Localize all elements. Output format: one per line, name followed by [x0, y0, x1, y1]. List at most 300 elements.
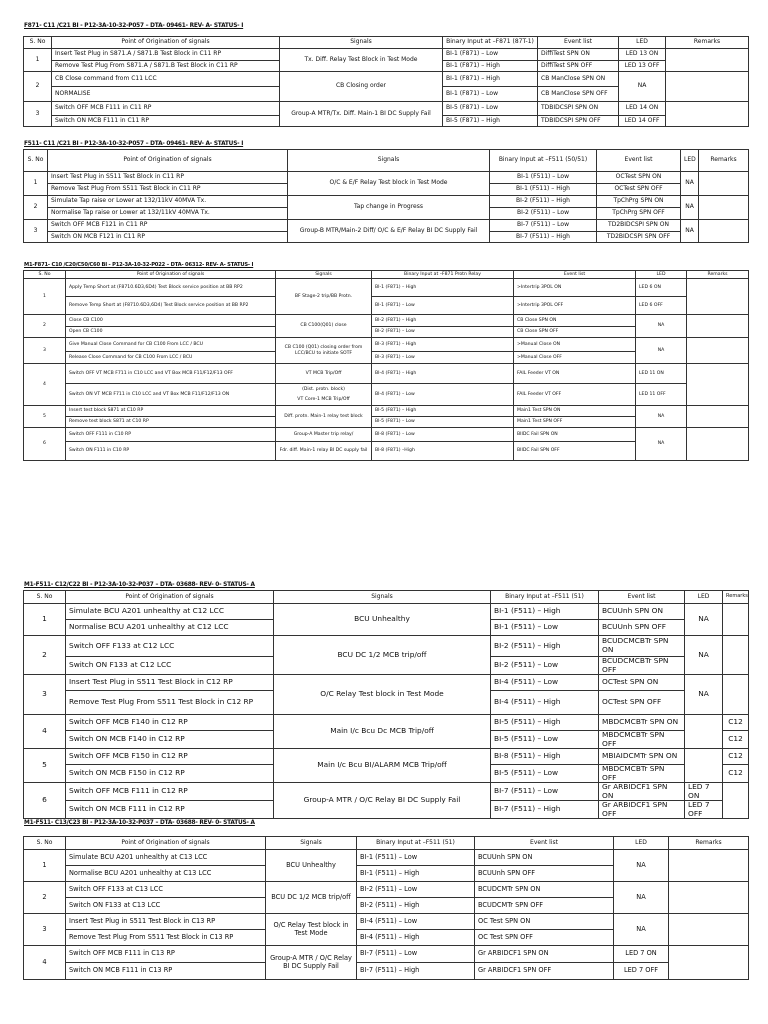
binary-input-cell: BI-1 (F871) – High: [443, 72, 538, 87]
col-header: S. No: [24, 837, 66, 850]
binary-input-cell: BI-5 (F511) – Low: [491, 731, 599, 749]
origin-cell: Remove test block S871 at C10 RP: [66, 417, 276, 428]
event-cell: TDBIDCSPI SPN ON: [538, 102, 619, 116]
event-cell: TD2BIDCSPI SPN ON: [597, 220, 681, 232]
led-cell: NA: [636, 428, 687, 461]
event-cell: OCTest SPN ON: [597, 172, 681, 184]
table-row: [24, 49, 749, 61]
led-cell: LED 14 OFF: [619, 116, 666, 127]
table-header-row: [24, 591, 749, 604]
table-row: [24, 315, 749, 327]
event-cell: Gr ARBIDCF1 SPN ON: [599, 783, 685, 801]
signal-cell: BCU Unhealthy: [266, 850, 357, 882]
serial-number: 5: [24, 406, 66, 428]
table-row: [24, 102, 749, 116]
binary-input-cell: BI-2 (F511) – High: [491, 636, 599, 657]
led-cell: NA: [685, 675, 723, 715]
remarks-cell: [669, 882, 749, 914]
origin-cell: Switch OFF MCB F111 in C11 RP: [52, 102, 280, 116]
binary-input-cell: BI-2 (F871) – Low: [372, 327, 514, 338]
binary-input-cell: BI-1 (F511) – High: [491, 604, 599, 620]
binary-input-cell: BI-2 (F511) – Low: [491, 657, 599, 675]
remarks-cell: [666, 72, 749, 102]
col-header: S. No: [24, 150, 48, 172]
signal-cell: CB C100 (Q01) closing order from LCC/BCU to initiate SOTF: [276, 338, 372, 364]
serial-number: 3: [24, 102, 52, 127]
event-cell: BCUUnh SPN ON: [599, 604, 685, 620]
col-header: Binary Input at –F871 (87T-1): [443, 37, 538, 49]
event-cell: Gr ARBIDCF1 SPN OFF: [599, 801, 685, 819]
col-header: Point of Origination of signals: [52, 37, 280, 49]
event-cell: BIIDC Fail SPN ON: [514, 428, 636, 442]
binary-input-cell: BI-2 (F511) – Low: [357, 882, 475, 898]
col-header: LED: [681, 150, 699, 172]
table-row: [24, 946, 749, 963]
binary-input-cell: BI-4 (F511) – Low: [491, 675, 599, 691]
signal-cell: Fdr. diff. Main-1 relay BI DC supply fail: [276, 442, 372, 461]
table-row: [24, 675, 749, 691]
signal-cell: BF Stage-2 trip/BB Protn.: [276, 279, 372, 315]
origin-cell: Simulate BCU A201 unhealthy at C13 LCC: [66, 850, 266, 866]
led-cell: LED 13 ON: [619, 49, 666, 61]
binary-input-cell: BI-1 (F871) – High: [372, 279, 514, 297]
remarks-cell: [687, 315, 749, 338]
signal-line: (Dist. protn. block): [302, 387, 345, 393]
signal-cell: Tx. Diff. Relay Test Block in Test Mode: [280, 49, 443, 72]
section-title: M1-F511- C12/C22 BI - P12-3A-10-32-P037 – DTA- 03688- REV- 0- STATUS- A: [24, 582, 255, 588]
led-cell: NA: [636, 406, 687, 428]
origin-cell: Apply Temp Short at (F8710.6D3,6D4) Test Block service position at BB RP2: [66, 279, 276, 297]
event-cell: BCUDCMTr SPN ON: [475, 882, 614, 898]
serial-number: 3: [24, 338, 66, 364]
table-row: [24, 406, 749, 417]
signal-cell: Main I/c Bcu BI/ALARM MCB Trip/off: [274, 749, 491, 783]
col-header: Event list: [514, 271, 636, 279]
event-cell: MBDCMCBTr SPN OFF: [599, 731, 685, 749]
led-cell: [685, 715, 723, 749]
table-row: [24, 963, 749, 980]
col-header: LED: [619, 37, 666, 49]
col-header: Signals: [266, 837, 357, 850]
event-cell: FAIL Feeder VT OFF: [514, 384, 636, 406]
test-table: [23, 149, 748, 243]
led-cell: LED 7 ON: [614, 946, 669, 963]
binary-input-cell: BI-7 (F511) – Low: [490, 220, 597, 232]
led-cell: NA: [614, 914, 669, 946]
serial-number: 2: [24, 882, 66, 914]
remarks-cell: [699, 172, 749, 196]
remarks-cell: [723, 604, 749, 636]
event-cell: MBDCMCBTr SPN OFF: [599, 765, 685, 783]
serial-number: 1: [24, 279, 66, 315]
led-cell: [685, 749, 723, 783]
event-cell: Main1 Test SPN OFF: [514, 417, 636, 428]
remarks-cell: [666, 49, 749, 72]
event-cell: OCTest SPN OFF: [599, 691, 685, 715]
binary-input-cell: BI-4 (F511) – High: [491, 691, 599, 715]
serial-number: 2: [24, 636, 66, 675]
serial-number: 3: [24, 675, 66, 715]
binary-input-cell: BI-7 (F511) – High: [490, 232, 597, 243]
binary-input-cell: BI-8 (F871) –High: [372, 442, 514, 461]
led-cell: NA: [681, 172, 699, 196]
origin-cell: Switch OFF VT MCB F711 in C10 LCC and VT Box MCB F11/F12/F13 OFF: [66, 364, 276, 384]
serial-number: 4: [24, 364, 66, 406]
origin-cell: Close CB C100: [66, 315, 276, 327]
col-header: Remarks: [669, 837, 749, 850]
led-cell: NA: [636, 315, 687, 338]
remarks-cell: C12: [723, 749, 749, 765]
event-cell: BCUDCMCBTr SPN ON: [599, 636, 685, 657]
col-header: Point of Origination of signals: [48, 150, 288, 172]
led-cell: NA: [685, 604, 723, 636]
col-header: Point of Origination of signals: [66, 271, 276, 279]
signal-cell: CB Closing order: [280, 72, 443, 102]
remarks-cell: [669, 914, 749, 946]
test-table: [23, 836, 748, 980]
col-header: S. No: [24, 37, 52, 49]
event-cell: TD2BIDCSPI SPN OFF: [597, 232, 681, 243]
led-cell: LED 7 OFF: [685, 801, 723, 819]
col-header: Event list: [538, 37, 619, 49]
binary-input-cell: BI-3 (F871) – Low: [372, 352, 514, 364]
origin-cell: Insert Test Plug in S511 Test Block in C12 RP: [66, 675, 274, 691]
col-header: Binary Input at –F511 (50/51): [490, 150, 597, 172]
event-cell: DiffiTest SPN OFF: [538, 61, 619, 72]
binary-input-cell: BI-5 (F511) – Low: [491, 765, 599, 783]
binary-input-cell: BI-2 (F511) – High: [357, 898, 475, 914]
origin-cell: Insert Test Plug in S511 Test Block in C13 RP: [66, 914, 266, 930]
serial-number: 1: [24, 49, 52, 72]
signal-cell: O/C Relay Test block in Test Mode: [274, 675, 491, 715]
event-cell: BCUUnh SPN OFF: [599, 620, 685, 636]
remarks-cell: [687, 406, 749, 428]
binary-input-cell: BI-1 (F871) – Low: [443, 49, 538, 61]
event-cell: Main1 Test SPN ON: [514, 406, 636, 417]
origin-cell: Switch ON VT MCB F711 in C10 LCC and VT Box MCB F11/F12/F13 ON: [66, 384, 276, 406]
col-header: Signals: [274, 591, 491, 604]
table-row: [24, 850, 749, 866]
led-cell: LED 11 ON: [636, 364, 687, 384]
binary-input-cell: BI-1 (F511) – Low: [491, 620, 599, 636]
signal-cell: Group-A MTR / O/C Relay BI DC Supply Fail: [274, 783, 491, 819]
event-cell: BCUUnh SPN ON: [475, 850, 614, 866]
col-header: LED: [614, 837, 669, 850]
test-table: [23, 270, 748, 461]
remarks-cell: [666, 102, 749, 127]
origin-cell: Remove Test Plug From S871.A / S871.B Test Block in C11 RP: [52, 61, 280, 72]
origin-cell: Switch ON MCB F150 in C12 RP: [66, 765, 274, 783]
signal-cell: Tap change in Progress: [288, 196, 490, 220]
serial-number: 3: [24, 220, 48, 243]
origin-cell: Simulate Tap raise or Lower at 132/11kV 40MVA Tx.: [48, 196, 288, 208]
origin-cell: Switch ON F111 in C10 RP: [66, 442, 276, 461]
led-cell: LED 11 OFF: [636, 384, 687, 406]
event-cell: CB Close SPN ON: [514, 315, 636, 327]
serial-number: 1: [24, 604, 66, 636]
led-cell: LED 6 OFF: [636, 297, 687, 315]
origin-cell: Remove Test Plug From S511 Test Block in C11 RP: [48, 184, 288, 196]
origin-cell: Remove Test Plug From S511 Test Block in C12 RP: [66, 691, 274, 715]
led-cell: NA: [619, 72, 666, 102]
origin-cell: Switch ON MCB F111 in C11 RP: [52, 116, 280, 127]
origin-cell: Normalise BCU A201 unhealthy at C13 LCC: [66, 866, 266, 882]
remarks-cell: C12: [723, 715, 749, 731]
binary-input-cell: BI-1 (F511) – High: [357, 866, 475, 882]
origin-cell: NORMALISE: [52, 87, 280, 102]
table-header-row: [24, 271, 749, 279]
serial-number: 2: [24, 72, 52, 102]
event-cell: CB ManClose SPN ON: [538, 72, 619, 87]
col-header: Event list: [599, 591, 685, 604]
section-title: F511- C11 /C21 BI - P12-3A-10-32-P057 – DTA- 09461- REV- A- STATUS- I: [24, 141, 244, 147]
col-header: Signals: [276, 271, 372, 279]
col-header: S. No: [24, 271, 66, 279]
binary-input-cell: BI-5 (F511) – High: [491, 715, 599, 731]
table-row: [24, 196, 749, 208]
led-cell: LED 14 ON: [619, 102, 666, 116]
binary-input-cell: BI-1 (F511) – High: [490, 184, 597, 196]
signal-line: VT Core-1 MCB Trip/Off: [297, 396, 350, 402]
event-cell: DiffiTest SPN ON: [538, 49, 619, 61]
binary-input-cell: BI-4 (F511) – Low: [357, 914, 475, 930]
signal-cell: Group-A MTR / O/C Relay BI DC Supply Fail: [266, 946, 357, 980]
table-row: [24, 749, 749, 765]
led-cell: NA: [614, 850, 669, 882]
remarks-cell: [699, 196, 749, 220]
event-cell: OC Test SPN ON: [475, 914, 614, 930]
binary-input-cell: BI-2 (F511) – High: [490, 196, 597, 208]
origin-cell: Switch OFF MCB F111 in C12 RP: [66, 783, 274, 801]
col-header: Event list: [475, 837, 614, 850]
serial-number: 2: [24, 196, 48, 220]
serial-number: 1: [24, 850, 66, 882]
led-cell: LED 6 ON: [636, 279, 687, 297]
col-header: Remarks: [687, 271, 749, 279]
table-row: [24, 72, 749, 87]
table-header-row: [24, 837, 749, 850]
binary-input-cell: BI-5 (F871) – High: [372, 406, 514, 417]
serial-number: 3: [24, 914, 66, 946]
signal-cell: Group-A MTR/Tx. Diff. Main-1 BI DC Supply Fail: [280, 102, 443, 127]
table-row: [24, 604, 749, 620]
event-cell: TDBIDCSPI SPN OFF: [538, 116, 619, 127]
signal-cell: Diff. protn. Main-1 relay test block: [276, 406, 372, 428]
table-row: [24, 384, 749, 406]
origin-cell: Switch OFF MCB F150 in C12 RP: [66, 749, 274, 765]
binary-input-cell: BI-2 (F871) – High: [372, 315, 514, 327]
serial-number: 6: [24, 428, 66, 461]
binary-input-cell: BI-7 (F511) – High: [491, 801, 599, 819]
table-row: [24, 882, 749, 898]
binary-input-cell: BI-1 (F871) – Low: [443, 87, 538, 102]
origin-cell: Normalise BCU A201 unhealthy at C12 LCC: [66, 620, 274, 636]
remarks-cell: [669, 850, 749, 882]
led-cell: LED 7 OFF: [614, 963, 669, 980]
col-header: Binary Input at –F511 (51): [357, 837, 475, 850]
origin-cell: Switch OFF MCB F121 in C11 RP: [48, 220, 288, 232]
signal-cell: O/C & E/F Relay Test block in Test Mode: [288, 172, 490, 196]
remarks-cell: [723, 636, 749, 675]
led-cell: NA: [614, 882, 669, 914]
led-cell: NA: [685, 636, 723, 675]
event-cell: OCTest SPN ON: [599, 675, 685, 691]
binary-input-cell: BI-7 (F511) – Low: [491, 783, 599, 801]
table-row: [24, 279, 749, 297]
table-row: [24, 297, 749, 315]
remarks-cell: [687, 338, 749, 364]
serial-number: 2: [24, 315, 66, 338]
binary-input-cell: BI-8 (F511) – High: [491, 749, 599, 765]
event-cell: BIIDC Fail SPN OFF: [514, 442, 636, 461]
origin-cell: Switch ON F133 at C13 LCC: [66, 898, 266, 914]
serial-number: 4: [24, 715, 66, 749]
origin-cell: Remove Temp Short at (F8710.6D3,6D4) Test Block service position at BB RP2: [66, 297, 276, 315]
col-header: Remarks: [699, 150, 749, 172]
event-cell: OC Test SPN OFF: [475, 930, 614, 946]
table-row: [24, 428, 749, 442]
binary-input-cell: BI-1 (F871) – Low: [372, 297, 514, 315]
signal-cell: BCU Unhealthy: [274, 604, 491, 636]
led-cell: NA: [681, 196, 699, 220]
origin-cell: Normalise Tap raise or Lower at 132/11kV 40MVA Tx.: [48, 208, 288, 220]
binary-input-cell: BI-4 (F871) – High: [372, 364, 514, 384]
table-row: [24, 172, 749, 184]
event-cell: CB Close SPN OFF: [514, 327, 636, 338]
section-title: F871- C11 /C21 BI - P12-3A-10-32-P057 – DTA- 09461- REV- A- STATUS- I: [24, 23, 244, 29]
led-cell: LED 7 ON: [685, 783, 723, 801]
event-cell: BCUDCMTr SPN OFF: [475, 898, 614, 914]
origin-cell: Simulate BCU A201 unhealthy at C12 LCC: [66, 604, 274, 620]
origin-cell: CB Close command from C11 LCC: [52, 72, 280, 87]
table-row: [24, 636, 749, 657]
origin-cell: Switch OFF F133 at C12 LCC: [66, 636, 274, 657]
remarks-cell: [687, 279, 749, 315]
origin-cell: Remove Test Plug From S511 Test Block in C13 RP: [66, 930, 266, 946]
binary-input-cell: BI-2 (F511) – Low: [490, 208, 597, 220]
remarks-cell: [687, 428, 749, 461]
signal-cell: Main I/c Bcu Dc MCB Trip/off: [274, 715, 491, 749]
binary-input-cell: BI-7 (F511) – Low: [357, 946, 475, 963]
event-cell: MBDCMCBTr SPN ON: [599, 715, 685, 731]
origin-cell: Give Manual Close Command for CB C100 From LCC / BCU: [66, 338, 276, 352]
led-cell: NA: [636, 338, 687, 364]
origin-cell: Switch OFF F111 in C10 RP: [66, 428, 276, 442]
section-title: M1-F511- C13/C23 BI - P12-3A-10-32-P037 – DTA- 03688- REV- 0- STATUS- A: [24, 820, 255, 826]
binary-input-cell: BI-1 (F871) – High: [443, 61, 538, 72]
col-header: Binary Input at –F871 Protn Relay: [372, 271, 514, 279]
event-cell: MBIAIDCMTr SPN ON: [599, 749, 685, 765]
origin-cell: Switch OFF F133 at C13 LCC: [66, 882, 266, 898]
event-cell: >Intertrip 3POL ON: [514, 279, 636, 297]
led-cell: LED 13 OFF: [619, 61, 666, 72]
col-header: Event list: [597, 150, 681, 172]
led-cell: NA: [681, 220, 699, 243]
remarks-cell: [669, 946, 749, 980]
origin-cell: Switch ON F133 at C12 LCC: [66, 657, 274, 675]
event-cell: >Manual Close OFF: [514, 352, 636, 364]
origin-cell: Switch ON MCB F140 in C12 RP: [66, 731, 274, 749]
origin-cell: Insert Test Plug in S511 Test Block in C11 RP: [48, 172, 288, 184]
signal-cell: Group-B MTR/Main-2 Diff/ O/C & E/F Relay BI DC Supply Fail: [288, 220, 490, 243]
event-cell: FAIL Feeder VT ON: [514, 364, 636, 384]
col-header: Signals: [280, 37, 443, 49]
event-cell: TpChPrg SPN OFF: [597, 208, 681, 220]
table-row: [24, 338, 749, 352]
test-table: [23, 36, 748, 127]
signal-cell: Group-A Master trip relay/: [276, 428, 372, 442]
remarks-cell: [687, 364, 749, 406]
event-cell: BCUDCMCBTr SPN OFF: [599, 657, 685, 675]
col-header: Binary Input at –F511 (51): [491, 591, 599, 604]
event-cell: Gr ARBIDCF1 SPN ON: [475, 946, 614, 963]
binary-input-cell: BI-3 (F871) – High: [372, 338, 514, 352]
binary-input-cell: BI-5 (F871) – High: [443, 116, 538, 127]
remarks-cell: C12: [723, 731, 749, 749]
binary-input-cell: BI-5 (F871) – Low: [372, 417, 514, 428]
signal-cell: VT MCB Trip/Off: [276, 364, 372, 384]
event-cell: >Intertrip 3POL OFF: [514, 297, 636, 315]
table-header-row: [24, 150, 749, 172]
col-header: Point of Origination of signals: [66, 591, 274, 604]
binary-input-cell: BI-5 (F871) – Low: [443, 102, 538, 116]
binary-input-cell: BI-4 (F511) – High: [357, 930, 475, 946]
serial-number: 6: [24, 783, 66, 819]
origin-cell: Insert Test Plug in S871.A / S871.B Test Block in C11 RP: [52, 49, 280, 61]
event-cell: Gr ARBIDCF1 SPN OFF: [475, 963, 614, 980]
table-row: [24, 220, 749, 232]
col-header: LED: [685, 591, 723, 604]
origin-cell: Switch ON MCB F111 in C13 RP: [66, 963, 266, 980]
serial-number: 4: [24, 946, 66, 980]
binary-input-cell: BI-1 (F511) – Low: [357, 850, 475, 866]
test-table: [23, 590, 748, 819]
table-header-row: [24, 37, 749, 49]
event-cell: CB ManClose SPN OFF: [538, 87, 619, 102]
serial-number: 1: [24, 172, 48, 196]
remarks-cell: C12: [723, 765, 749, 783]
origin-cell: Switch ON MCB F111 in C12 RP: [66, 801, 274, 819]
table-row: [24, 364, 749, 384]
binary-input-cell: BI-1 (F511) – Low: [490, 172, 597, 184]
signal-cell: BCU DC 1/2 MCB trip/off: [274, 636, 491, 675]
col-header: LED: [636, 271, 687, 279]
binary-input-cell: BI-7 (F511) – High: [357, 963, 475, 980]
origin-cell: Switch OFF MCB F111 in C13 RP: [66, 946, 266, 963]
event-cell: OCTest SPN OFF: [597, 184, 681, 196]
table-row: [24, 783, 749, 801]
remarks-cell: [723, 675, 749, 715]
signal-cell: [276, 384, 372, 406]
origin-cell: Insert test block S871 at C10 RP: [66, 406, 276, 417]
origin-cell: Release Close Command for CB C100 From LCC / BCU: [66, 352, 276, 364]
remarks-cell: [723, 783, 749, 819]
col-header: Remarks: [723, 591, 749, 604]
col-header: S. No: [24, 591, 66, 604]
serial-number: 5: [24, 749, 66, 783]
remarks-cell: [699, 220, 749, 243]
binary-input-cell: BI-8 (F871) – Low: [372, 428, 514, 442]
signal-cell: O/C Relay Test block in Test Mode: [266, 914, 357, 946]
origin-cell: Open CB C100: [66, 327, 276, 338]
signal-cell: CB C100(Q01) close: [276, 315, 372, 338]
col-header: Signals: [288, 150, 490, 172]
binary-input-cell: BI-4 (F871) – Low: [372, 384, 514, 406]
origin-cell: Switch OFF MCB F140 in C12 RP: [66, 715, 274, 731]
event-cell: >Manual Close ON: [514, 338, 636, 352]
section-title: M1-F871- C10 /C20/C50/C60 BI - P12-3A-10-32-P022 – DTA- 06312- REV- A- STATUS- I: [24, 262, 254, 268]
event-cell: BCUUnh SPN OFF: [475, 866, 614, 882]
